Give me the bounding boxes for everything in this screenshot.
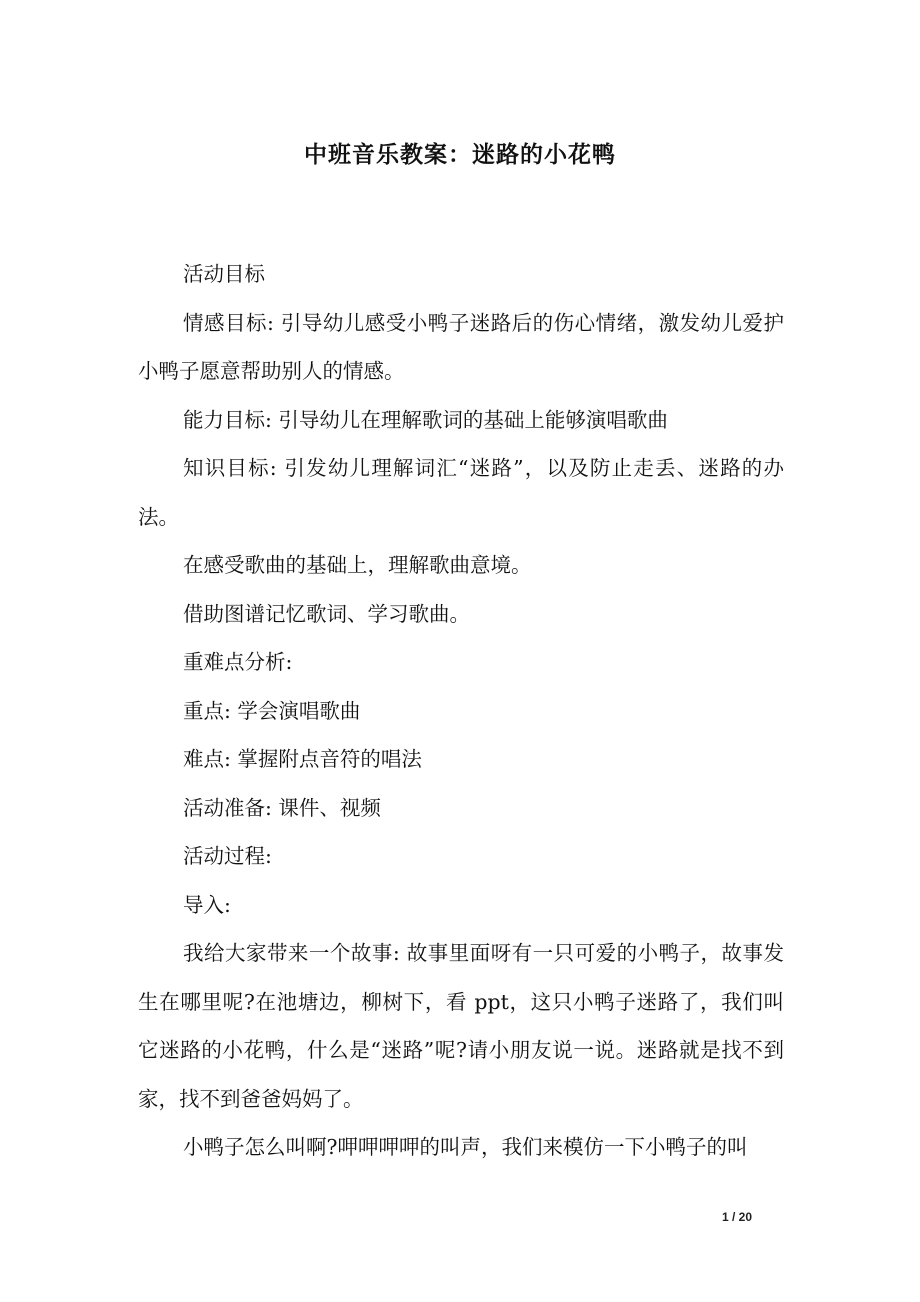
paragraph: 难点: 掌握附点音符的唱法 [183,747,422,771]
paragraph: 重难点分析: [183,650,293,674]
paragraph: 我给大家带来一个故事: 故事里面呀有一只可爱的小鸭子，故事发生在哪里呢?在池塘边，柳树下，看 ppt，这只小鸭子迷路了，我们叫它迷路的小花鸭，什么是“迷路”呢?请小朋友说一说。迷路就是找不到家，找不到爸爸妈妈了。 [138,941,784,1111]
paragraph: 活动目标 [183,262,265,286]
document-body [138,250,784,1172]
paragraph: 活动过程: [183,844,272,868]
paragraph: 借助图谱记忆歌词、学习歌曲。 [183,601,470,626]
paragraph: 活动准备: 课件、视频 [183,795,381,820]
document-title: 中班音乐教案：迷路的小花鸭 [304,141,616,168]
paragraph: 导入: [183,892,231,917]
paragraph: 小鸭子怎么叫啊?呷呷呷呷的叫声，我们来模仿一下小鸭子的叫 [183,1135,748,1159]
paragraph: 知识目标: 引发幼儿理解词汇“迷路”，以及防止走丢、迷路的办法。 [138,456,784,529]
paragraph: 能力目标: 引导幼儿在理解歌词的基础上能够演唱歌曲 [183,407,668,432]
page-number: 1 / 20 [721,1210,752,1224]
paragraph: 重点: 学会演唱歌曲 [183,698,361,723]
paragraph: 情感目标: 引导幼儿感受小鸭子迷路后的伤心情绪，激发幼儿爱护小鸭子愿意帮助别人的情感。 [138,310,784,383]
paragraph: 在感受歌曲的基础上，理解歌曲意境。 [183,553,532,577]
